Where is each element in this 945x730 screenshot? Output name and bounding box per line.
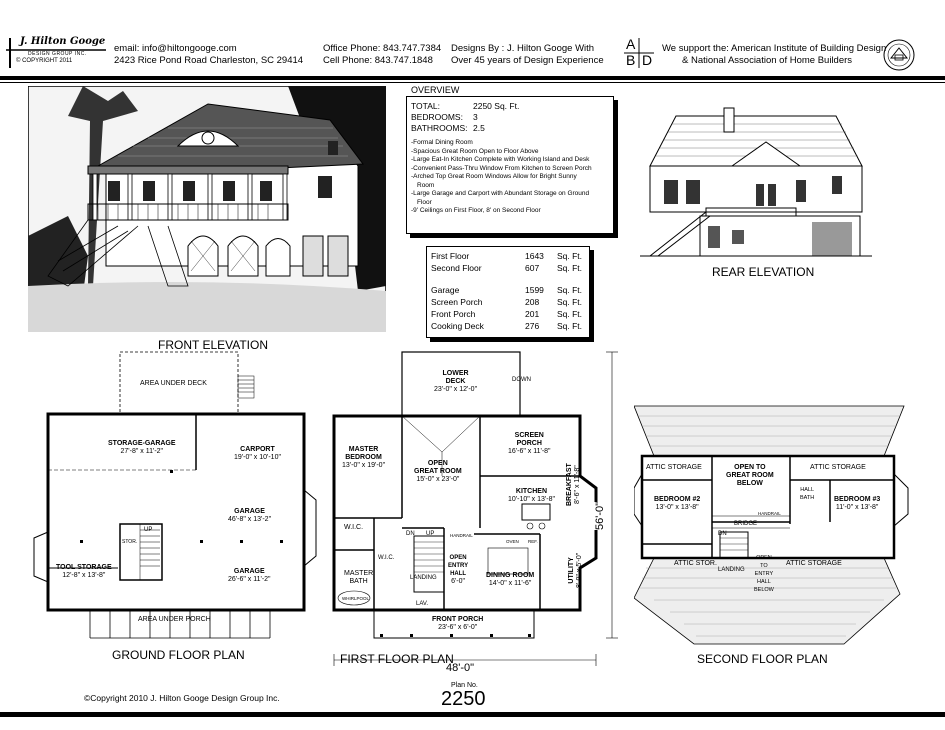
area-value: 201: [525, 309, 540, 319]
feature-item: -Formal Dining Room: [411, 139, 473, 146]
carport-label: CARPORT 19'-0" x 10'-10": [234, 446, 281, 461]
overview-title: OVERVIEW: [411, 85, 460, 95]
logo-name: J. Hilton Googe: [20, 36, 106, 47]
wic-label: W.I.C.: [344, 524, 364, 531]
footer-copyright: ©Copyright 2010 J. Hilton Googe Design Group Inc.: [84, 693, 280, 703]
attic-stor-label: ATTIC STOR.: [674, 560, 717, 567]
garage-1-label: GARAGE 46'-8" x 13'-2": [228, 508, 272, 523]
great-room-label: OPEN GREAT ROOM 15'-0" x 23'-0": [414, 460, 462, 483]
overview-bedrooms-label: BEDROOMS:: [411, 112, 463, 122]
area-name: Front Porch: [431, 309, 476, 319]
master-bedroom-label: MASTER BEDROOM 13'-0" x 19'-0": [342, 446, 386, 469]
address: 2423 Rice Pond Road Charleston, SC 29414: [114, 55, 304, 66]
whirlpool-label: WHIRLPOOL: [342, 596, 370, 601]
designer-line-1: Designs By : J. Hilton Googe With: [451, 43, 595, 54]
header-rule-thin: [0, 82, 945, 83]
handrail-label-2: HANDRAIL: [758, 511, 781, 516]
open-entry-hall-below-label: OPEN TO ENTRY HALL BELOW: [754, 555, 774, 593]
depth-dimension: 56'-0": [594, 501, 606, 530]
abd-letter-a: A: [626, 36, 636, 52]
footer-rule-thick: [0, 712, 945, 717]
area-name: Second Floor: [431, 263, 482, 273]
abd-logo: [622, 36, 656, 70]
dn-label: DN: [406, 531, 415, 537]
overview-total-label: TOTAL:: [411, 101, 440, 111]
dining-room-label: DINING ROOM 14'-0" x 11'-6": [486, 572, 535, 587]
attic-storage-right-label: ATTIC STORAGE: [810, 464, 866, 471]
ground-floor-plan: [20, 350, 320, 650]
area-name: First Floor: [431, 251, 470, 261]
screen-porch-label: SCREEN PORCH 16'-6" x 11'-8": [508, 432, 551, 455]
landing-label-2: LANDING: [718, 567, 745, 573]
feature-item: -Large Eat-In Kitchen Complete with Working Island and Desk: [411, 156, 590, 163]
rear-elevation-drawing: [636, 104, 878, 264]
front-porch-label: FRONT PORCH 23'-6" x 6'-0": [432, 616, 484, 631]
area-unit: Sq. Ft.: [557, 309, 583, 319]
area-under-deck-label: AREA UNDER DECK: [140, 380, 207, 387]
tool-storage-label: TOOL STORAGE 12'-8" x 13'-8": [56, 564, 112, 579]
abd-letter-d: D: [642, 52, 653, 68]
bridge-label: BRIDGE: [734, 521, 758, 527]
landing-label: LANDING: [410, 575, 437, 581]
area-value: 1599: [525, 285, 544, 295]
area-value: 607: [525, 263, 540, 273]
rear-elevation-caption: REAR ELEVATION: [712, 265, 815, 279]
designer-line-2: Over 45 years of Design Experience: [451, 55, 604, 66]
plan-number: 2250: [441, 688, 486, 710]
up-label: UP: [426, 531, 435, 537]
ground-floor-caption: GROUND FLOOR PLAN: [112, 648, 245, 662]
area-value: 276: [525, 321, 540, 331]
wic-2-label: W.I.C.: [378, 555, 395, 561]
feature-item: -9' Ceilings on First Floor, 8' on Second Floor: [411, 207, 541, 214]
area-name: Screen Porch: [431, 297, 483, 307]
abd-letter-b: B: [626, 52, 636, 68]
cell-phone: Cell Phone: 843.747.1848: [323, 55, 433, 66]
lower-deck-label: LOWER DECK 23'-0" x 12'-0": [434, 370, 478, 393]
ref-label: REF.: [528, 539, 538, 544]
feature-item: Room: [417, 181, 435, 189]
area-unit: Sq. Ft.: [557, 297, 583, 307]
overview-bedrooms-value: 3: [473, 112, 478, 122]
area-unit: Sq. Ft.: [557, 251, 583, 261]
logo: [6, 36, 106, 70]
area-unit: Sq. Ft.: [557, 321, 583, 331]
plan-no-label: Plan No.: [451, 682, 478, 689]
stair-up-label: UP: [144, 527, 153, 533]
overview-total-value: 2250 Sq. Ft.: [473, 101, 520, 111]
width-dimension: 48'-0": [446, 662, 475, 674]
attic-storage-left-label: ATTIC STORAGE: [646, 464, 702, 471]
kitchen-label: KITCHEN 10'-10" x 13'-8": [508, 488, 555, 503]
storage-garage-label: STORAGE-GARAGE 27'-8" x 11'-2": [108, 440, 176, 455]
open-great-room-below-label: OPEN TO GREAT ROOM BELOW: [726, 464, 774, 487]
handrail-label: HANDRAIL: [450, 533, 473, 538]
overview-bathrooms-value: 2.5: [473, 123, 485, 133]
oven-label: OVEN: [506, 539, 519, 544]
feature-item: -Large Garage and Carport with Abundant Storage on Ground: [411, 190, 590, 197]
copyright-circle-icon: ©: [16, 58, 21, 64]
master-bath-label: MASTER BATH: [344, 570, 374, 585]
first-floor-caption: FIRST FLOOR PLAN: [340, 652, 454, 666]
second-floor-caption: SECOND FLOOR PLAN: [697, 652, 828, 666]
first-floor-plan: [330, 348, 626, 678]
garage-2-label: GARAGE 26'-6" x 11'-2": [228, 568, 271, 583]
front-elevation-caption: FRONT ELEVATION: [158, 338, 269, 352]
office-phone: Office Phone: 843.747.7384: [323, 43, 442, 54]
area-table: [426, 246, 590, 338]
utility-label: UTILITY 8'-0" x 5'-0": [568, 552, 583, 588]
front-elevation-drawing: [28, 86, 386, 332]
overview-features: [411, 139, 613, 216]
lav-label: LAV.: [416, 601, 429, 607]
support-line-1: We support the: American Institute of Building Design: [662, 43, 887, 54]
area-unit: Sq. Ft.: [557, 285, 583, 295]
breakfast-label: BREAKFAST 8'-6" x 11'-8": [566, 463, 581, 506]
support-line-2: & National Association of Home Builders: [682, 55, 853, 66]
second-floor-plan: [634, 404, 916, 652]
hall-bath-label: HALL BATH: [800, 487, 815, 501]
down-label: DOWN: [512, 377, 531, 383]
feature-item: -Spacious Great Room Open to Floor Above: [411, 147, 539, 155]
area-name: Cooking Deck: [431, 321, 484, 331]
nahb-seal-icon: [882, 38, 916, 77]
attic-storage-bottom-label: ATTIC STORAGE: [786, 560, 842, 567]
dn-label-2: DN: [718, 531, 727, 537]
logo-subtitle: DESIGN GROUP INC.: [28, 51, 87, 57]
feature-item: -Convenient Pass-Thru Window From Kitchen to Screen Porch: [411, 164, 592, 172]
area-under-porch-label: AREA UNDER PORCH: [138, 616, 211, 623]
area-value: 1643: [525, 251, 544, 261]
logo-copyright: © COPYRIGHT 2011: [16, 58, 73, 64]
area-value: 208: [525, 297, 540, 307]
overview-bathrooms-label: BATHROOMS:: [411, 123, 468, 133]
bedroom-3-label: BEDROOM #3 11'-0" x 13'-8": [834, 496, 881, 511]
entry-hall-label: OPEN ENTRY HALL 6'-0": [448, 555, 469, 585]
overview-box: [406, 85, 614, 234]
email: email: info@hiltongooge.com: [114, 43, 237, 54]
bedroom-2-label: BEDROOM #2 13'-0" x 13'-8": [654, 496, 701, 511]
feature-item: Floor: [417, 198, 432, 206]
stor-label: STOR.: [122, 539, 138, 545]
area-unit: Sq. Ft.: [557, 263, 583, 273]
area-name: Garage: [431, 285, 460, 295]
header: [0, 0, 945, 80]
header-rule-thick: [0, 76, 945, 80]
feature-item: -Arched Top Great Room Windows Allow for Bright Sunny: [411, 173, 577, 180]
